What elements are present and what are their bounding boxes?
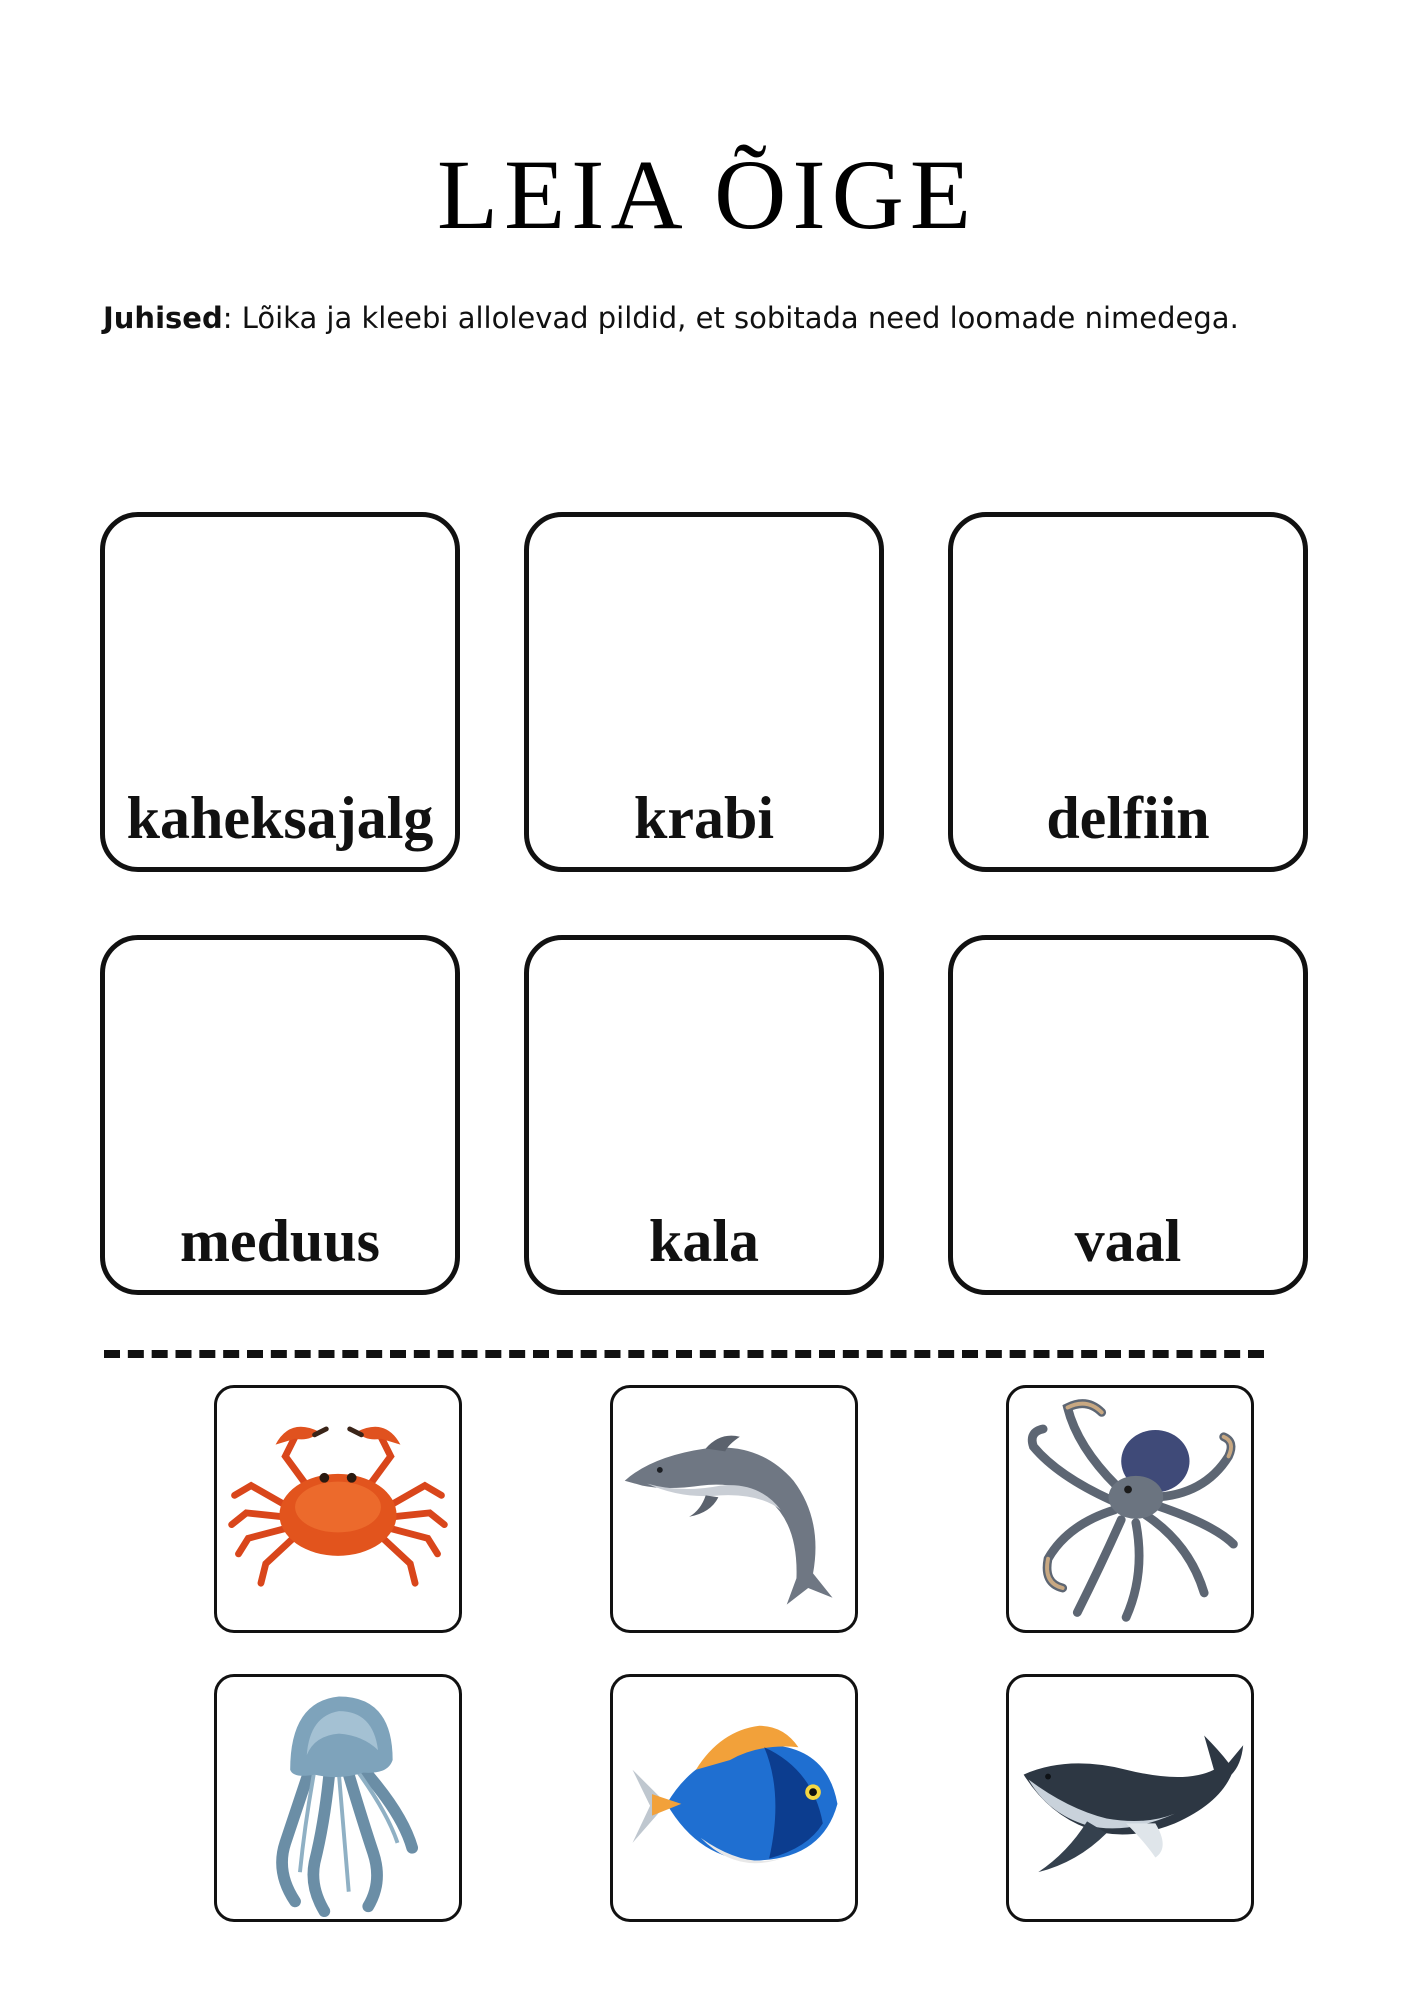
octopus-icon	[1009, 1388, 1251, 1630]
instructions	[103, 298, 1239, 338]
picture-card-jellyfish[interactable]	[214, 1674, 462, 1922]
dolphin-icon	[613, 1388, 855, 1630]
name-label: kala	[648, 1208, 760, 1274]
name-label: vaal	[1074, 1208, 1182, 1274]
instructions-label: Juhised	[103, 301, 223, 335]
jellyfish-icon	[217, 1677, 459, 1919]
page-title: LEIA ÕIGE	[437, 139, 977, 250]
name-card-vaal[interactable]	[948, 935, 1308, 1295]
name-label: meduus	[179, 1208, 381, 1274]
crab-icon	[217, 1388, 459, 1630]
picture-card-dolphin[interactable]	[610, 1385, 858, 1633]
name-card-kaheksajalg[interactable]	[100, 512, 460, 872]
name-label: kaheksajalg	[126, 785, 434, 851]
picture-card-fish[interactable]	[610, 1674, 858, 1922]
name-card-kala[interactable]	[524, 935, 884, 1295]
cut-line	[104, 1350, 1264, 1358]
name-label: delfiin	[1046, 785, 1210, 851]
picture-card-crab[interactable]	[214, 1385, 462, 1633]
name-label: krabi	[633, 785, 775, 851]
instructions-text: : Lõika ja kleebi allolevad pildid, et sobitada need loomade nimedega.	[222, 301, 1239, 335]
picture-card-octopus[interactable]	[1006, 1385, 1254, 1633]
name-card-delfiin[interactable]	[948, 512, 1308, 872]
name-card-krabi[interactable]	[524, 512, 884, 872]
picture-card-whale[interactable]	[1006, 1674, 1254, 1922]
whale-icon	[1009, 1677, 1251, 1919]
fish-icon	[613, 1677, 855, 1919]
name-card-meduus[interactable]	[100, 935, 460, 1295]
